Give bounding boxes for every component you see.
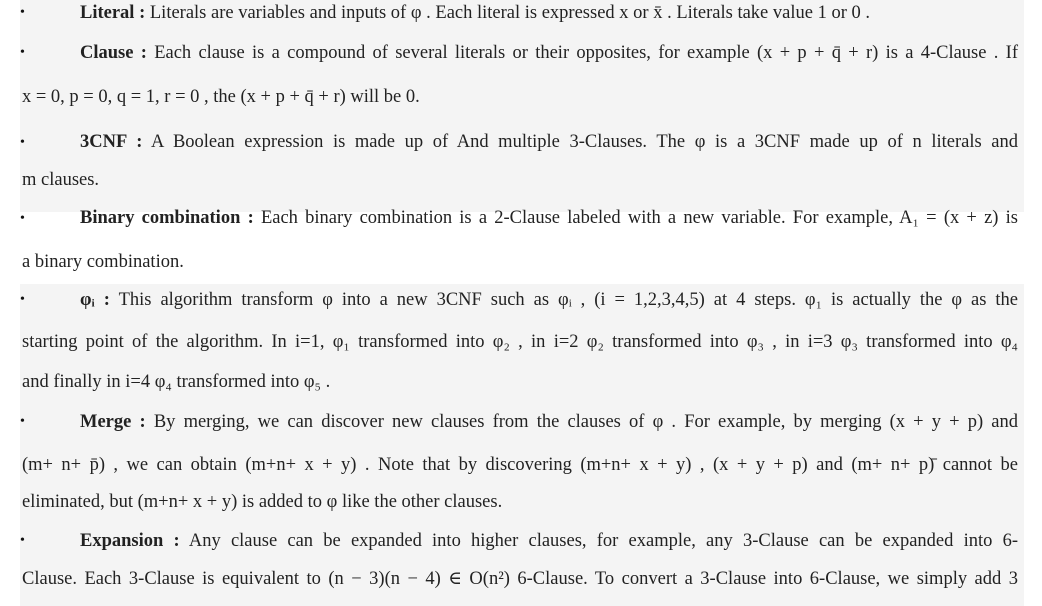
term-phi-i: φᵢ : bbox=[80, 290, 110, 310]
term-binary-combination: Binary combination : bbox=[80, 208, 254, 228]
continuation-line: eliminated, but (m+n+ x + y) is added to φ like the other clauses. bbox=[22, 492, 503, 512]
definition-line: Each clause is a compound of several literals or their opposites, for example (x + p + q̄ + r) is a 4-Clause . If bbox=[154, 43, 1018, 63]
term-literal: Literal : bbox=[80, 3, 146, 23]
continuation-line: (m+ n+ p̄) , we can obtain (m+n+ x + y) . Note that by discovering (m+n+ x + y) , (x + y + p) and (m+ n+ p)̄ cannot be bbox=[22, 455, 1018, 475]
list-item-expansion bbox=[80, 531, 1018, 552]
continuation-line: Clause. Each 3-Clause is equivalent to (n − 3)(n − 4) ∈ O(n²) 6-Clause. To convert a 3-Clause into 6-Clause, we simply add 3 bbox=[22, 569, 1018, 589]
continuation-line: and finally in i=4 φ₄ transformed into φ₅ . bbox=[22, 372, 331, 392]
bullet-icon: • bbox=[20, 533, 25, 548]
definition-line: This algorithm transform φ into a new 3CNF such as φᵢ , (i = 1,2,3,4,5) at 4 steps. φ₁ is actually the φ as the bbox=[118, 290, 1019, 310]
list-item-literal bbox=[80, 3, 1024, 24]
bullet-icon: • bbox=[20, 135, 25, 150]
list-item-clause bbox=[80, 43, 1018, 64]
bullet-icon: • bbox=[20, 414, 25, 429]
definition-line: A Boolean expression is made up of And multiple 3-Clauses. The φ is a 3CNF made up of n literals and bbox=[150, 132, 1019, 152]
term-expansion: Expansion : bbox=[80, 531, 180, 551]
definition-line: By merging, we can discover new clauses from the clauses of φ . For example, by merging (x + y + p) and bbox=[153, 412, 1019, 432]
definition-line: Each binary combination is a 2-Clause labeled with a new variable. For example, A₁ = (x + z) is bbox=[260, 208, 1018, 228]
bullet-icon: • bbox=[20, 292, 25, 307]
list-item-phi-i bbox=[80, 290, 1018, 311]
bullet-icon: • bbox=[20, 45, 25, 60]
continuation-line: starting point of the algorithm. In i=1, φ₁ transformed into φ₂ , in i=2 φ₂ transformed into φ₃ , in i=3 φ₃ transformed into φ₄ bbox=[22, 332, 1018, 352]
definition-line: Literals are variables and inputs of φ . Each literal is expressed x or x̄ . Literals take value 1 or 0 . bbox=[149, 3, 870, 23]
bullet-icon: • bbox=[20, 5, 25, 20]
list-item-3cnf bbox=[80, 132, 1018, 153]
list-item-binary-combination bbox=[80, 208, 1018, 229]
list-item-merge bbox=[80, 412, 1018, 433]
term-clause: Clause : bbox=[80, 43, 147, 63]
bullet-icon: • bbox=[20, 211, 25, 226]
definition-line: Any clause can be expanded into higher clauses, for example, any 3-Clause can be expanded into 6- bbox=[188, 531, 1018, 551]
term-3cnf: 3CNF : bbox=[80, 132, 143, 152]
continuation-line: a binary combination. bbox=[22, 252, 184, 272]
term-merge: Merge : bbox=[80, 412, 146, 432]
continuation-line: m clauses. bbox=[22, 170, 100, 190]
continuation-line: x = 0, p = 0, q = 1, r = 0 , the (x + p + q̄ + r) will be 0. bbox=[22, 87, 420, 107]
